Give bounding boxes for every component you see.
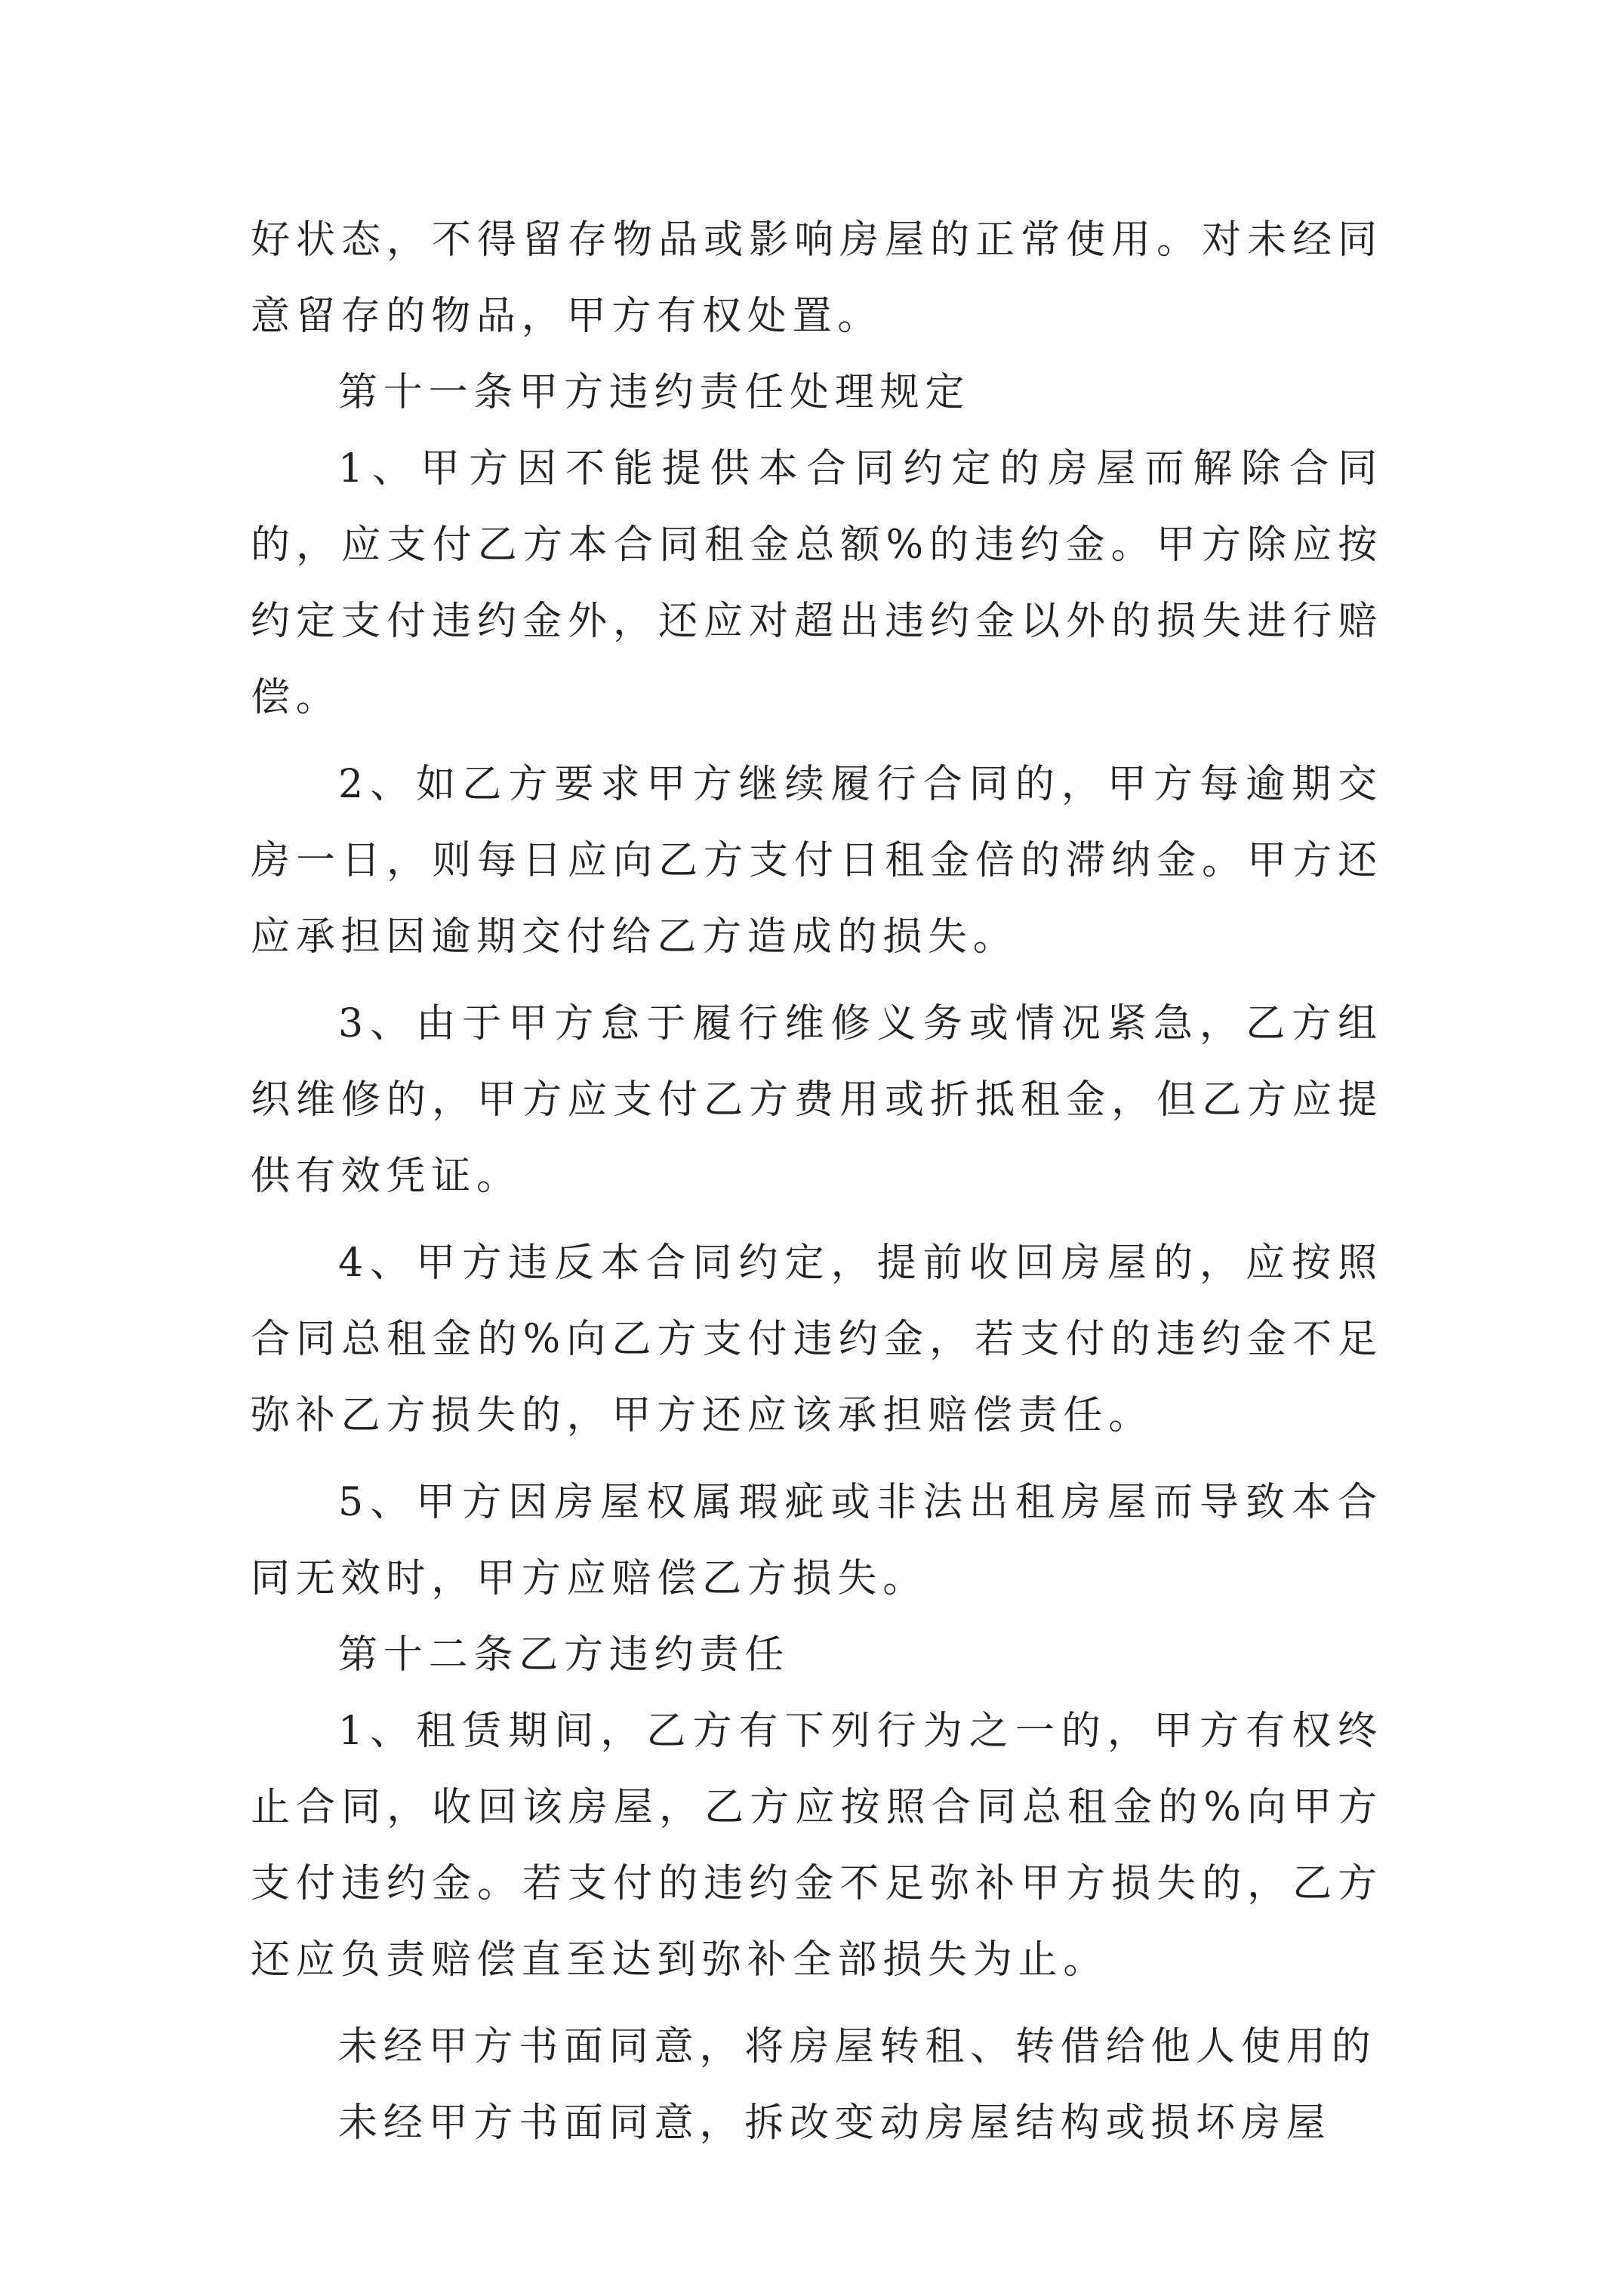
- article-11-clause-4: 4、甲方违反本合同约定，提前收回房屋的，应按照合同总租金的%向乙方支付违约金，若支付的违约金不足弥补乙方损失的，甲方还应该承担赔偿责任。: [251, 1240, 1383, 1438]
- article-11-clause-1: 1、甲方因不能提供本合同约定的房屋而解除合同的，应支付乙方本合同租金总额%的违约金。甲方除应按约定支付违约金外，还应对超出违约金以外的损失进行赔偿。: [251, 446, 1383, 720]
- article-12-heading: 第十二条乙方违约责任: [338, 1632, 790, 1678]
- article-11-heading: 第十一条甲方违约责任处理规定: [338, 370, 971, 415]
- paragraph-continuation: 好状态，不得留存物品或影响房屋的正常使用。对未经同意留存的物品，甲方有权处置。: [251, 217, 1383, 339]
- article-11-clause-3: 3、由于甲方怠于履行维修义务或情况紧急，乙方组织维修的，甲方应支付乙方费用或折抵租金，但乙方应提供有效凭证。: [251, 1001, 1383, 1199]
- article-12-clause-1: 1、租赁期间，乙方有下列行为之一的，甲方有权终止合同，收回该房屋，乙方应按照合同总租金的%向甲方支付违约金。若支付的违约金不足弥补甲方损失的，乙方还应负责赔偿直至达到弥补全部损失为止。: [251, 1709, 1383, 1983]
- article-12-item-structure: 未经甲方书面同意，拆改变动房屋结构或损坏房屋: [338, 2100, 1332, 2146]
- article-11-clause-5: 5、甲方因房屋权属瑕疵或非法出租房屋而导致本合同无效时，甲方应赔偿乙方损失。: [251, 1480, 1383, 1601]
- article-12-item-sublet: 未经甲方书面同意，将房屋转租、转借给他人使用的: [338, 2024, 1377, 2069]
- document-body: [251, 202, 1383, 2162]
- article-11-clause-2: 2、如乙方要求甲方继续履行合同的，甲方每逾期交房一日，则每日应向乙方支付日租金倍的滞纳金。甲方还应承担因逾期交付给乙方造成的损失。: [251, 762, 1383, 960]
